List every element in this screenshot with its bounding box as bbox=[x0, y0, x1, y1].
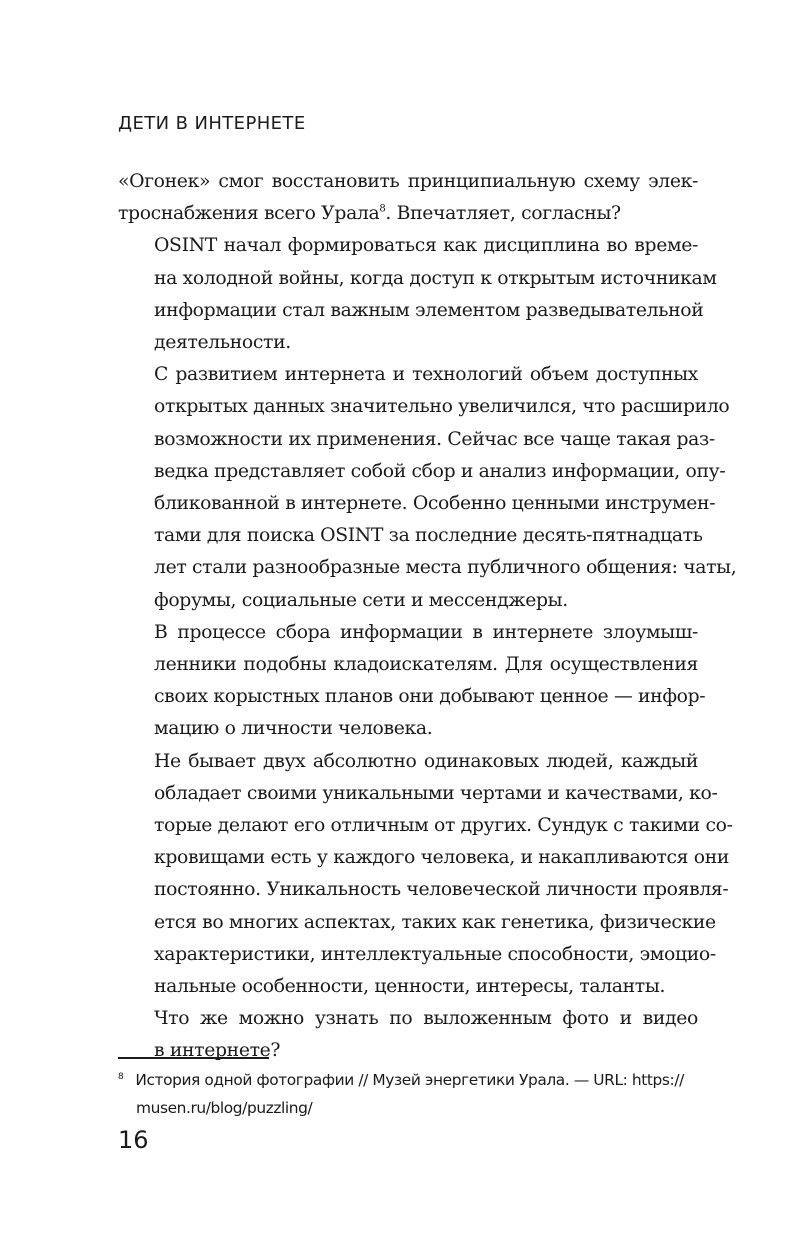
paragraph-3 bbox=[118, 359, 737, 617]
text-line: ленники подобны кладоискателям. Для осуществления bbox=[154, 654, 698, 676]
text-line: постоянно. Уникальность человеческой личности проявля- bbox=[154, 879, 729, 901]
page-number: 16 bbox=[118, 1126, 149, 1154]
paragraph-2 bbox=[118, 230, 717, 359]
text-line: открытых данных значительно увеличился, что расширило bbox=[154, 396, 730, 418]
paragraph-4 bbox=[118, 617, 706, 746]
text-line bbox=[118, 198, 698, 230]
text-line: лет стали разнообразные места публичного общения: чаты, bbox=[154, 557, 737, 579]
body-text bbox=[118, 166, 737, 1068]
footnote-number: 8 bbox=[118, 1071, 124, 1082]
text-line: кровищами есть у каждого человека, и накапливаются они bbox=[154, 847, 730, 869]
text-line: своих корыстных планов они добывают ценное — инфор- bbox=[154, 686, 706, 708]
running-head: ДЕТИ В ИНТЕРНЕТЕ bbox=[118, 113, 306, 134]
text-line: бликованной в интернете. Особенно ценными инструмен- bbox=[154, 493, 716, 515]
text-line: возможности их применения. Сейчас все чаще такая раз- bbox=[154, 428, 715, 450]
text-line: деятельности. bbox=[154, 332, 291, 354]
text-line: тами для поиска OSINT за последние десять-пятнадцать bbox=[154, 525, 703, 547]
text-line: информации стал важным элементом разведывательной bbox=[154, 299, 704, 321]
text-line: торые делают его отличным от других. Сундук с такими со- bbox=[154, 815, 733, 837]
text-line: Что же можно узнать по выложенным фото и видео bbox=[154, 1008, 698, 1030]
footnote-divider bbox=[118, 1057, 269, 1059]
paragraph-5 bbox=[118, 746, 733, 1004]
text-fragment: . Впечатляет, согласны? bbox=[385, 203, 621, 225]
text-line: ется во многих аспектах, таких как генетика, физические bbox=[154, 911, 716, 933]
text-line: в интернете? bbox=[154, 1040, 281, 1062]
text-line: мацию о личности человека. bbox=[154, 718, 433, 740]
text-line: В процессе сбора информации в интернете злоумыш- bbox=[154, 621, 698, 643]
footnote-text-line2[interactable]: musen.ru/blog/puzzling/ bbox=[136, 1099, 313, 1117]
text-line: С развитием интернета и технологий объем доступных bbox=[154, 364, 698, 386]
text-line: характеристики, интеллектуальные способности, эмоцио- bbox=[154, 943, 716, 965]
text-line: на холодной войны, когда доступ к открытым источникам bbox=[154, 267, 717, 289]
footnote-reference[interactable]: 8 bbox=[379, 203, 386, 215]
footnote bbox=[118, 1066, 698, 1122]
text-line: «Огонек» смог восстановить принципиальную схему элек- bbox=[118, 171, 698, 192]
text-line: Не бывает двух абсолютно одинаковых людей, каждый bbox=[154, 750, 698, 772]
text-line: нальные особенности, ценности, интересы, таланты. bbox=[154, 976, 666, 998]
text-line: OSINT начал формироваться как дисциплина во време- bbox=[154, 235, 698, 257]
text-line: ведка представляет собой сбор и анализ информации, опу- bbox=[154, 460, 726, 482]
text-line: обладает своими уникальными чертами и качествами, ко- bbox=[154, 782, 718, 804]
text-fragment: троснабжения всего Урала bbox=[118, 203, 380, 225]
text-line: форумы, социальные сети и мессенджеры. bbox=[154, 589, 568, 611]
footnote-text-line1[interactable]: История одной фотографии // Музей энергетики Урала. — URL: https:// bbox=[135, 1071, 684, 1089]
paragraph-1 bbox=[118, 166, 698, 230]
